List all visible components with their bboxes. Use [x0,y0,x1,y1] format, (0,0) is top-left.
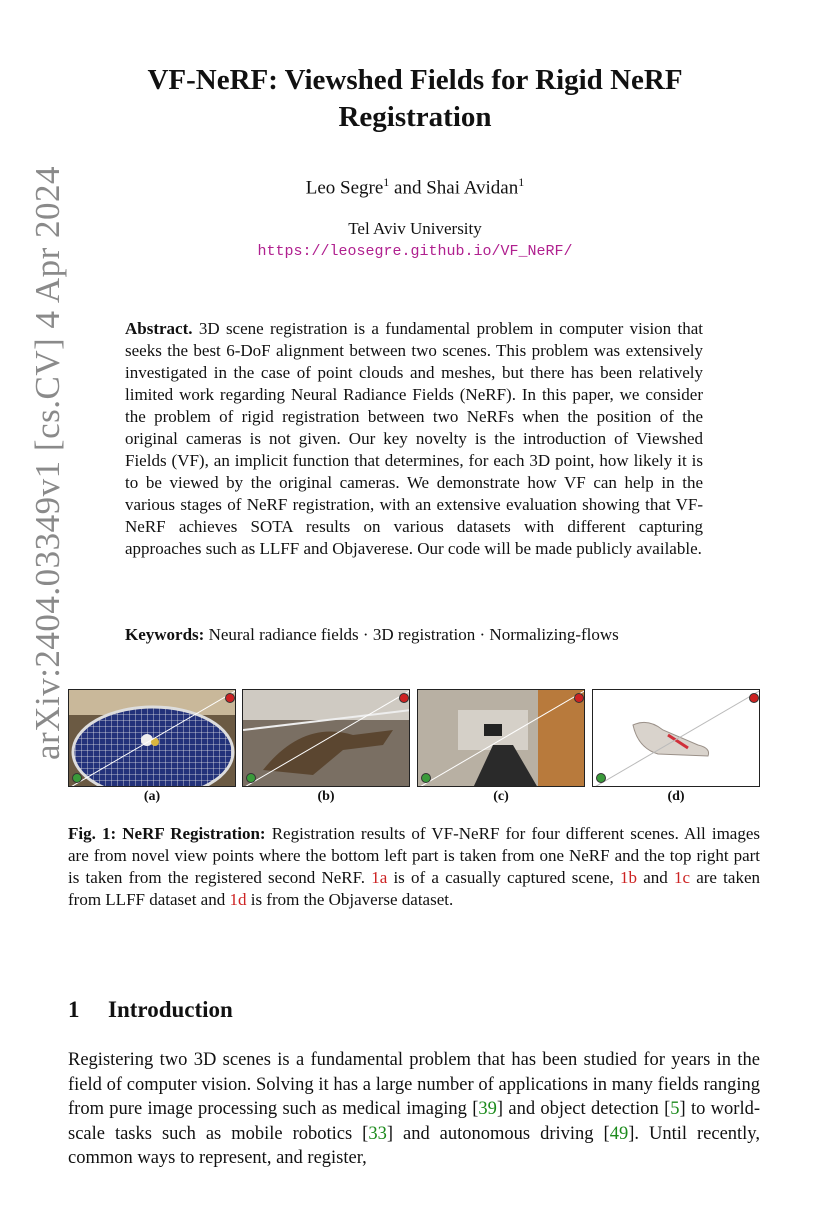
subfigure-label: (d) [667,789,685,804]
arxiv-stamp: arXiv:2404.03349v1 [cs.CV] 4 Apr 2024 [28,165,67,760]
project-url-link[interactable]: https://leosegre.github.io/VF_NeRF/ [257,243,573,260]
figure-panel-b [242,689,410,787]
intro-text: ]. Until recently, common ways to represent, and register, [68,1123,760,1168]
citation-link[interactable]: 5 [670,1099,680,1119]
author-affil-mark: 1 [518,175,525,189]
dinosaur-scene-image [243,690,410,787]
figure-ref-link[interactable]: 1c [673,868,690,887]
authors [90,175,740,199]
section-title: Introduction [108,997,233,1022]
caption-text: and [636,868,674,887]
abstract-text: 3D scene registration is a fundamental problem in computer vision that seeks the best 6-DoF alignment between two scenes. This problem was extensively investigated in the case of point clouds and meshes, but there has been relatively limited work regarding Neural Radiance Fields (NeRF). In this paper, we consider the problem of rigid registration between two NeRFs when the position of the original cameras is not given. Our key novelty is the introduction of Viewshed Fields (VF), an implicit function that determines, for each 3D point, how likely it is to be viewed by the original cameras. We demonstrate how VF can help in the various stages of NeRF registration, with an extensive evaluation showing that VF-NeRF achieves SOTA results on various datasets with different capturing approaches such as LLFF and Objaverese. Our code will be made publicly available. [125,319,703,558]
intro-text: ] to world-scale tasks such as mobile robotics [ [68,1099,760,1144]
intro-text: Registering two 3D scenes is a fundamental problem that has been studied for years in the field of computer vision. Solving it has a large number of applications in many fields ranging from pure image processing such as medical imaging [ [68,1050,760,1119]
caption-text: Registration results of VF-NeRF for four different scenes. All images are from novel view points where the bottom left part is taken from one NeRF and the top right part is taken from the registered second NeRF. [68,824,760,887]
intro-text: ] and autonomous driving [ [386,1123,610,1144]
marker-a-badge [421,773,431,783]
author-name: Shai Avidan [426,177,519,199]
keywords [125,625,715,645]
author-affil-mark: 1 [383,175,390,189]
paper-title: VF-NeRF: Viewshed Fields for Rigid NeRF Registration [147,64,683,133]
caption-label: Fig. 1: NeRF Registration: [68,824,266,843]
citation-link[interactable]: 49 [609,1123,629,1144]
keywords-label: Keywords: [125,625,205,644]
author-join: and [389,177,427,199]
citation-link[interactable]: 33 [368,1123,387,1144]
section-heading [68,997,233,1023]
citation-link[interactable]: 39 [478,1099,497,1119]
affiliation: Tel Aviv University [348,219,482,238]
abstract [125,318,703,560]
marker-b-badge [399,693,409,703]
caption-text: is of a casually captured scene, [387,868,620,887]
marker-b-badge [574,693,584,703]
table-scene-image [69,690,236,787]
figure-ref-link[interactable]: 1b [619,868,637,887]
subfigure-label: (c) [493,789,509,804]
figure-ref-link[interactable]: 1a [371,868,388,887]
shoe-scene-image [593,690,760,787]
subfigure-label: (b) [317,789,335,804]
marker-a-badge [72,773,82,783]
figure-ref-link[interactable]: 1d [229,890,247,909]
author-name: Leo Segre [305,177,384,199]
caption-text: are taken from LLFF dataset and [68,868,760,909]
intro-text: ] and object detection [ [496,1099,671,1119]
marker-a-badge [246,773,256,783]
abstract-label: Abstract. [125,319,193,338]
room-scene-image [418,690,585,787]
marker-a-badge [596,773,606,783]
subfigure-label: (a) [143,789,161,804]
figure-panel-a [68,689,236,787]
marker-b-badge [749,693,759,703]
caption-text: is from the Objaverse dataset. [246,890,454,909]
figure-panel-d [592,689,760,787]
marker-b-badge [225,693,235,703]
figure-panel-c [417,689,585,787]
intro-paragraph [68,1048,760,1171]
figure-caption [68,823,760,911]
keywords-text: Neural radiance fields · 3D registration · Normalizing-flows [208,625,619,644]
section-number: 1 [68,997,80,1022]
